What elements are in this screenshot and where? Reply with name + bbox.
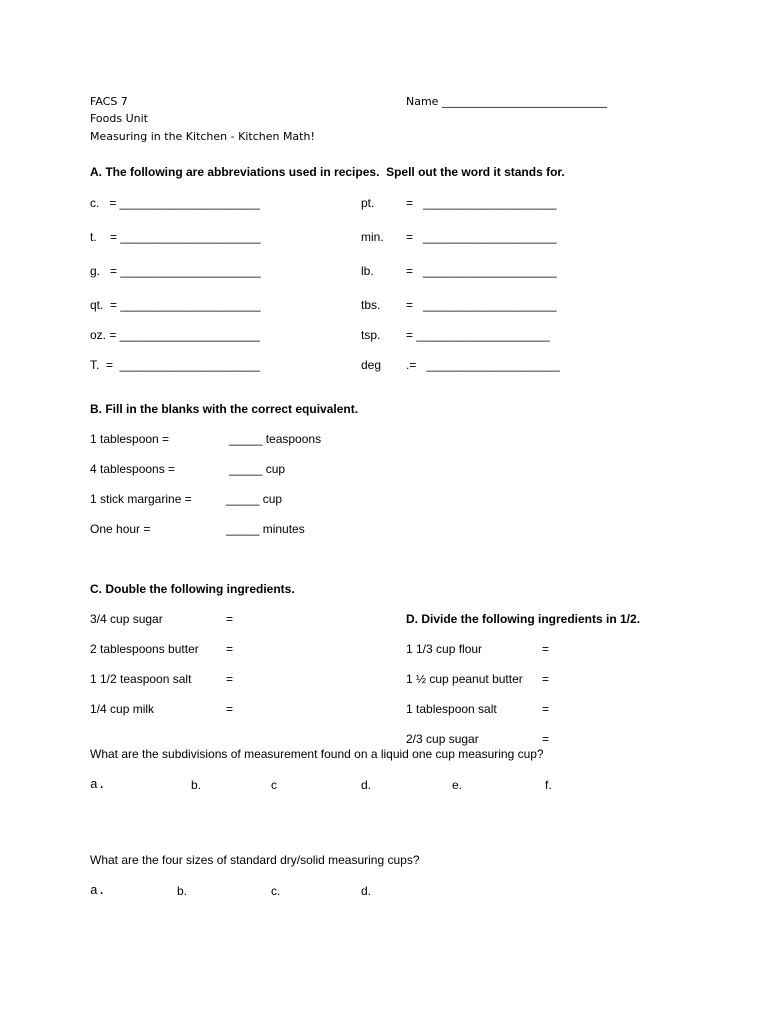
double-ingredient: 3/4 cup sugar	[90, 612, 163, 626]
double-equals[interactable]: =	[226, 642, 234, 656]
name-field[interactable]: Name ______________________________	[406, 95, 607, 108]
divide-ingredient: 1 1/3 cup flour	[406, 642, 483, 656]
question-liquid-cup: What are the subdivisions of measurement found on a liquid one cup measuring cup?	[90, 747, 544, 761]
answer-option[interactable]: c.	[271, 884, 281, 898]
double-equals[interactable]: =	[226, 672, 234, 686]
answer-option[interactable]: a.	[90, 883, 106, 898]
abbr-row-left[interactable]: oz. = _____________________	[90, 328, 260, 342]
section-c-heading: C. Double the following ingredients.	[90, 582, 295, 596]
equivalent-blank[interactable]: _____ minutes	[226, 522, 305, 536]
abbr-row-left[interactable]: t. = _____________________	[90, 230, 261, 244]
equivalent-label: One hour =	[90, 522, 151, 536]
divide-ingredient: 2/3 cup sugar	[406, 732, 479, 746]
double-ingredient: 2 tablespoons butter	[90, 642, 199, 656]
divide-equals[interactable]: =	[542, 702, 550, 716]
abbr-label-right: pt.	[361, 196, 375, 210]
abbr-row-left[interactable]: c. = _____________________	[90, 196, 260, 210]
worksheet-title: Measuring in the Kitchen - Kitchen Math!	[90, 130, 315, 143]
abbr-row-left[interactable]: T. = _____________________	[90, 358, 260, 372]
equivalent-blank[interactable]: _____ cup	[226, 492, 283, 506]
divide-ingredient: 1 tablespoon salt	[406, 702, 497, 716]
equivalent-label: 4 tablespoons =	[90, 462, 176, 476]
abbr-blank-right[interactable]: = ____________________	[406, 328, 550, 342]
course-label: FACS 7	[90, 95, 128, 108]
double-ingredient: 1/4 cup milk	[90, 702, 155, 716]
divide-equals[interactable]: =	[542, 642, 550, 656]
abbr-row-left[interactable]: qt. = _____________________	[90, 298, 261, 312]
abbr-blank-right[interactable]: = ____________________	[406, 196, 557, 210]
equivalent-label: 1 tablespoon =	[90, 432, 170, 446]
answer-option[interactable]: d.	[361, 884, 372, 898]
double-ingredient: 1 1/2 teaspoon salt	[90, 672, 192, 686]
section-a-heading: A. The following are abbreviations used in recipes. Spell out the word it stands for.	[90, 165, 565, 179]
abbr-blank-right[interactable]: .= ____________________	[406, 358, 560, 372]
answer-option[interactable]: f.	[545, 778, 552, 792]
abbr-row-left[interactable]: g. = _____________________	[90, 264, 261, 278]
answer-option[interactable]: b.	[177, 884, 188, 898]
abbr-label-right: lb.	[361, 264, 374, 278]
divide-equals[interactable]: =	[542, 732, 550, 746]
divide-ingredient: 1 ½ cup peanut butter	[406, 672, 523, 686]
double-equals[interactable]: =	[226, 702, 234, 716]
answer-option[interactable]: e.	[452, 778, 463, 792]
section-b-heading: B. Fill in the blanks with the correct equivalent.	[90, 402, 359, 416]
double-equals[interactable]: =	[226, 612, 234, 626]
equivalent-label: 1 stick margarine =	[90, 492, 192, 506]
abbr-label-right: deg	[361, 358, 382, 372]
abbr-blank-right[interactable]: = ____________________	[406, 264, 557, 278]
section-d-heading: D. Divide the following ingredients in 1/2.	[406, 612, 641, 626]
abbr-label-right: tsp.	[361, 328, 381, 342]
abbr-blank-right[interactable]: = ____________________	[406, 298, 557, 312]
equivalent-blank[interactable]: _____ cup	[229, 462, 286, 476]
divide-equals[interactable]: =	[542, 672, 550, 686]
answer-option[interactable]: b.	[191, 778, 202, 792]
abbr-label-right: tbs.	[361, 298, 381, 312]
answer-option[interactable]: a.	[90, 777, 106, 792]
question-dry-cups: What are the four sizes of standard dry/solid measuring cups?	[90, 853, 420, 867]
answer-option[interactable]: d.	[361, 778, 372, 792]
answer-option[interactable]: c	[271, 778, 277, 792]
unit-label: Foods Unit	[90, 112, 148, 125]
abbr-label-right: min.	[361, 230, 384, 244]
abbr-blank-right[interactable]: = ____________________	[406, 230, 557, 244]
equivalent-blank[interactable]: _____ teaspoons	[229, 432, 322, 446]
